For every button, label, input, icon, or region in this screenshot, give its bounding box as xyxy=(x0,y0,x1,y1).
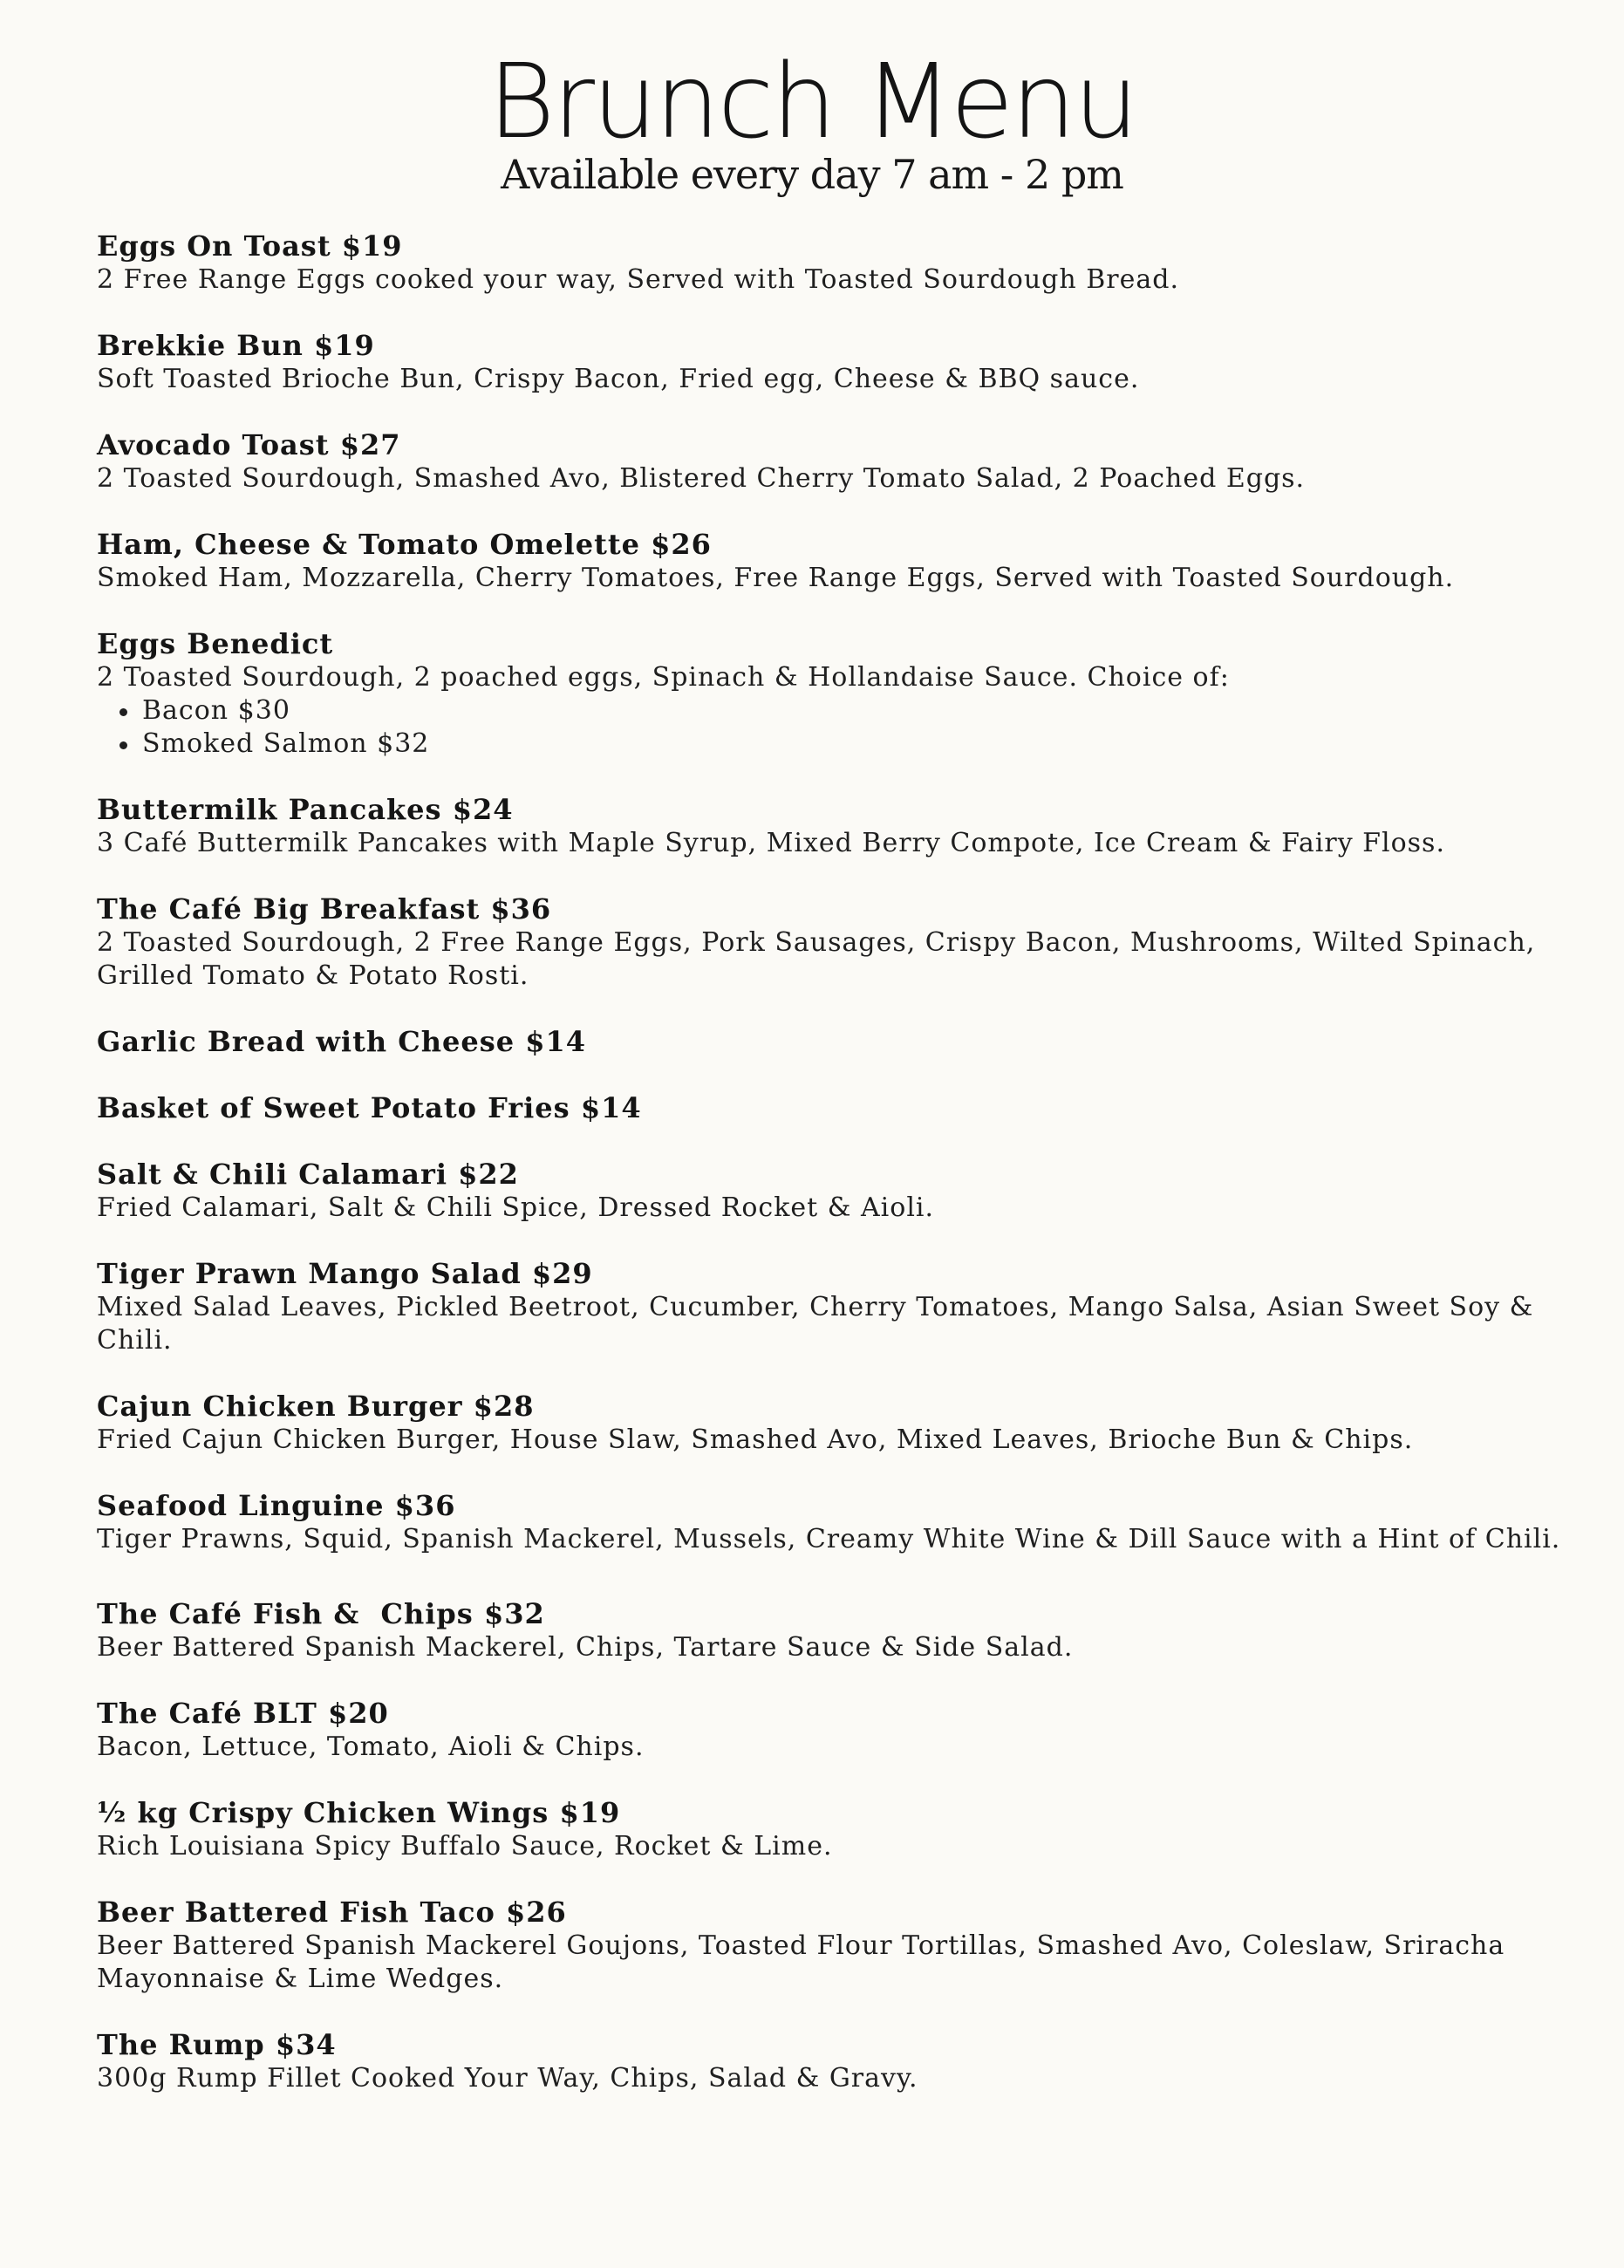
menu-item-name: Cajun Chicken Burger $28 xyxy=(97,1390,535,1423)
menu-item-name: The Café Fish & Chips $32 xyxy=(97,1597,545,1630)
menu-item xyxy=(97,1488,1580,1556)
menu-item-name: The Café BLT $20 xyxy=(97,1697,389,1730)
menu-item-options xyxy=(97,694,1580,761)
menu-item-name: The Rump $34 xyxy=(97,2028,337,2061)
menu-item-description: Beer Battered Spanish Mackerel, Chips, Tartare Sauce & Side Salad. xyxy=(97,1632,1074,1663)
menu-item-name: The Café Big Breakfast $36 xyxy=(97,892,552,926)
menu-item-name: Salt & Chili Calamari $22 xyxy=(97,1158,519,1191)
menu-item xyxy=(97,891,1580,993)
menu-item-name: ½ kg Crispy Chicken Wings $19 xyxy=(97,1796,621,1829)
menu-item-description: Smoked Ham, Mozzarella, Cherry Tomatoes, Free Range Eggs, Served with Toasted Sourdough. xyxy=(97,563,1455,593)
menu-item-name: Basket of Sweet Potato Fries $14 xyxy=(97,1091,642,1124)
menu-item-name: Eggs Benedict xyxy=(97,627,334,660)
page-subtitle: Available every day 7 am - 2 pm xyxy=(501,151,1123,198)
menu-item-description: 2 Free Range Eggs cooked your way, Served with Toasted Sourdough Bread. xyxy=(97,264,1179,295)
menu-item xyxy=(97,1895,1580,1996)
menu-item xyxy=(97,1795,1580,1863)
page-title: Brunch Menu xyxy=(488,41,1136,161)
menu-item-description: Beer Battered Spanish Mackerel Goujons, Toasted Flour Tortillas, Smashed Avo, Coleslaw, Sriracha Mayonnaise & Lime Wedges. xyxy=(97,1930,1505,1994)
menu-item xyxy=(97,328,1580,396)
menu-item-description: Soft Toasted Brioche Bun, Crispy Bacon, Fried egg, Cheese & BBQ sauce. xyxy=(97,364,1140,394)
menu-item-description: Mixed Salad Leaves, Pickled Beetroot, Cucumber, Cherry Tomatoes, Mango Salsa, Asian Sweet Soy & Chili. xyxy=(97,1292,1534,1356)
menu-item-name: Buttermilk Pancakes $24 xyxy=(97,793,514,826)
menu-item-name: Eggs On Toast $19 xyxy=(97,229,403,263)
menu-item-description: Fried Calamari, Salt & Chili Spice, Dressed Rocket & Aioli. xyxy=(97,1192,935,1223)
menu-item xyxy=(97,2027,1580,2095)
menu-item-name: Garlic Bread with Cheese $14 xyxy=(97,1025,587,1058)
menu-item-description: 2 Toasted Sourdough, 2 Free Range Eggs, Pork Sausages, Crispy Bacon, Mushrooms, Wilted Spinach, Grilled Tomato & Potato Rosti. xyxy=(97,927,1536,991)
menu-item xyxy=(97,527,1580,595)
menu-item-option: Bacon $30 xyxy=(114,694,1580,728)
menu-item-description: 2 Toasted Sourdough, 2 poached eggs, Spinach & Hollandaise Sauce. Choice of: xyxy=(97,662,1230,693)
menu-item-name: Beer Battered Fish Taco $26 xyxy=(97,1896,567,1929)
menu-item xyxy=(97,1256,1580,1357)
menu-item-name: Avocado Toast $27 xyxy=(97,428,401,461)
menu-item-description: 3 Café Buttermilk Pancakes with Maple Syrup, Mixed Berry Compote, Ice Cream & Fairy Floss. xyxy=(97,828,1445,858)
menu-item xyxy=(97,1596,1580,1664)
menu-items xyxy=(97,229,1580,2127)
menu-item-name: Seafood Linguine $36 xyxy=(97,1489,456,1522)
menu-item-description: 300g Rump Fillet Cooked Your Way, Chips, Salad & Gravy. xyxy=(97,2063,918,2094)
menu-item xyxy=(97,1024,1580,1059)
menu-item xyxy=(97,427,1580,495)
menu-item-description: Rich Louisiana Spicy Buffalo Sauce, Rocket & Lime. xyxy=(97,1831,833,1862)
menu-item-description: Bacon, Lettuce, Tomato, Aioli & Chips. xyxy=(97,1732,645,1762)
menu-item-name: Ham, Cheese & Tomato Omelette $26 xyxy=(97,528,712,561)
menu-item xyxy=(97,1090,1580,1125)
menu-item xyxy=(97,626,1580,761)
menu-item-name: Tiger Prawn Mango Salad $29 xyxy=(97,1257,593,1290)
menu-item-description: Fried Cajun Chicken Burger, House Slaw, Smashed Avo, Mixed Leaves, Brioche Bun & Chips. xyxy=(97,1424,1414,1455)
menu-item xyxy=(97,1157,1580,1225)
menu-item xyxy=(97,1696,1580,1764)
menu-item-name: Brekkie Bun $19 xyxy=(97,329,375,362)
menu-item xyxy=(97,792,1580,860)
menu-item-description: Tiger Prawns, Squid, Spanish Mackerel, Mussels, Creamy White Wine & Dill Sauce with a Hint of Chili. xyxy=(97,1524,1561,1554)
menu-item-description: 2 Toasted Sourdough, Smashed Avo, Blistered Cherry Tomato Salad, 2 Poached Eggs. xyxy=(97,463,1306,494)
menu-item xyxy=(97,229,1580,297)
menu-item xyxy=(97,1389,1580,1457)
menu-item-option: Smoked Salmon $32 xyxy=(114,728,1580,761)
